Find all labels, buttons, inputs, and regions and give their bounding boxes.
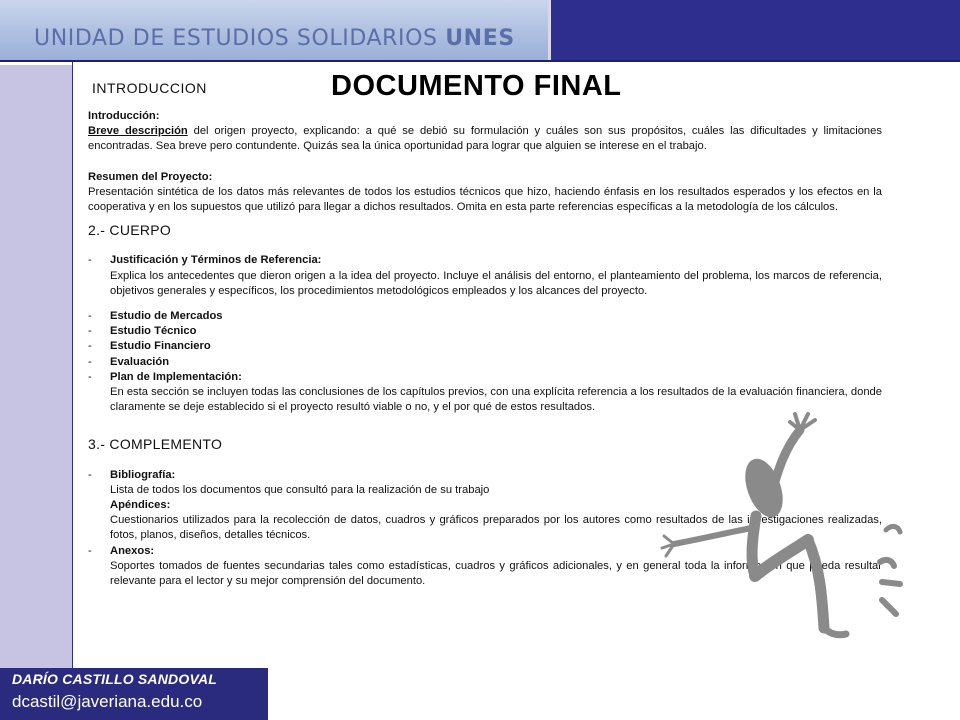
- list-item: - Bibliografía: Lista de todos los documentos que consultó para la realización de su trabajo Apéndices: Cuestionarios utilizados para la recolección de datos, cuadros y gráficos preparados por los autores como resultados de las investigaciones realizadas, fotos, planos, diseños, detalles técnicos.: [88, 468, 882, 544]
- sidebar-top-line: [0, 62, 72, 65]
- dancing-figure-icon: [660, 400, 910, 660]
- page-title: DOCUMENTO FINAL: [331, 70, 622, 102]
- author-name: DARÍO CASTILLO SANDOVAL: [12, 671, 218, 687]
- resumen-label: Resumen del Proyecto:: [88, 170, 213, 183]
- list-item: - Evaluación: [88, 355, 170, 368]
- cuerpo-list: [88, 253, 882, 299]
- list-item: - Estudio de Mercados: [88, 310, 223, 323]
- author-email[interactable]: dcastil@javeriana.edu.co: [12, 692, 203, 711]
- bibliografia-text: Lista de todos los documentos que consultó para la realización de su trabajo: [110, 483, 490, 496]
- plan-text: En esta sección se incluyen todas las conclusiones de los capítulos previos, con una explícita referencia a los resultados de la evaluación financiera, donde claramente se deje establecido si el proyecto resultó viable o no, y el por qué de estos resultados.: [110, 386, 882, 414]
- apendices-text: Cuestionarios utilizados para la recolección de datos, cuadros y gráficos preparados por los autores como resultados de las investigaciones realizadas, fotos, planos, diseños, detalles técnicos.: [110, 514, 882, 542]
- justificacion-text: Explica los antecedentes que dieron origen a la idea del proyecto. Incluye el análisis del entorno, el planteamiento del problema, los marcos de referencia, objetivos generales y específicos, los procedimientos metodológicos empleados y los alcances del proyecto.: [110, 269, 882, 297]
- cuerpo-heading: 2.- CUERPO: [88, 222, 172, 239]
- introduccion-block: [88, 109, 882, 155]
- breve-label: Breve descripción: [88, 125, 188, 138]
- justificacion-label: Justificación y Términos de Referencia:: [110, 254, 322, 267]
- bibliografia-label: Bibliografía:: [110, 468, 176, 481]
- header-bottom-line: [0, 60, 960, 62]
- header-title-box: [0, 0, 548, 60]
- resumen-text: Presentación sintética de los datos más relevantes de todos los estudios técnicos que hizo, haciendo énfasis en los resultados esperados y los efectos en la cooperativa y en los supuestos que utilizó para llegar a dichos resultados. Omita en esta parte referencias específicas a la metodología de los cálculos.: [88, 185, 882, 214]
- left-sidebar: [0, 62, 73, 668]
- list-item: - Estudio Financiero: [88, 340, 211, 353]
- complemento-heading: 3.- COMPLEMENTO: [88, 436, 223, 453]
- header-title-bold: UNES: [445, 26, 515, 51]
- header-title: UNIDAD DE ESTUDIOS SOLIDARIOS UNES: [34, 26, 515, 51]
- anexos-label: Anexos:: [110, 544, 155, 557]
- list-item: - Justificación y Términos de Referencia: Explica los antecedentes que dieron origen a la idea del proyecto. Incluye el análisis del entorno, el planteamiento del problema, los marcos de referencia, objetivos generales y específicos, los procedimientos metodológicos empleados y los alcances del proyecto.: [88, 253, 882, 299]
- anexos-text: Soportes tomados de fuentes secundarias tales como estadísticas, cuadros y gráficos adicionales, y en general toda la información que pueda resultar relevante para el lector y su mejor comprensión del documento.: [110, 559, 882, 588]
- introduccion-label: Introducción:: [88, 110, 160, 122]
- list-item: - Anexos: Soportes tomados de fuentes secundarias tales como estadísticas, cuadros y gráficos adicionales, y en general toda la información que pueda resultar relevante para el lector y su mejor comprensión del documento.: [88, 544, 882, 590]
- header-separator: [548, 0, 551, 62]
- intro-heading: INTRODUCCION: [92, 80, 207, 96]
- breve-text: del origen proyecto, explicando: a qué se debió su formulación y cuáles son sus propósitos, cuáles las dificultades y limitaciones encontradas. Sea breve pero contundente. Quizás sea la única oportunidad para lograr que alguien se interese en el trabajo.: [88, 125, 882, 153]
- list-item: - Estudio Técnico: [88, 325, 197, 338]
- resumen-block: [88, 170, 882, 216]
- apendices-label: Apéndices:: [110, 499, 171, 512]
- list-item: - Plan de Implementación: En esta sección se incluyen todas las conclusiones de los capítulos previos, con una explícita referencia a los resultados de la evaluación financiera, donde claramente se deje establecido si el proyecto resultó viable o no, y el por qué de estos resultados.: [88, 370, 882, 416]
